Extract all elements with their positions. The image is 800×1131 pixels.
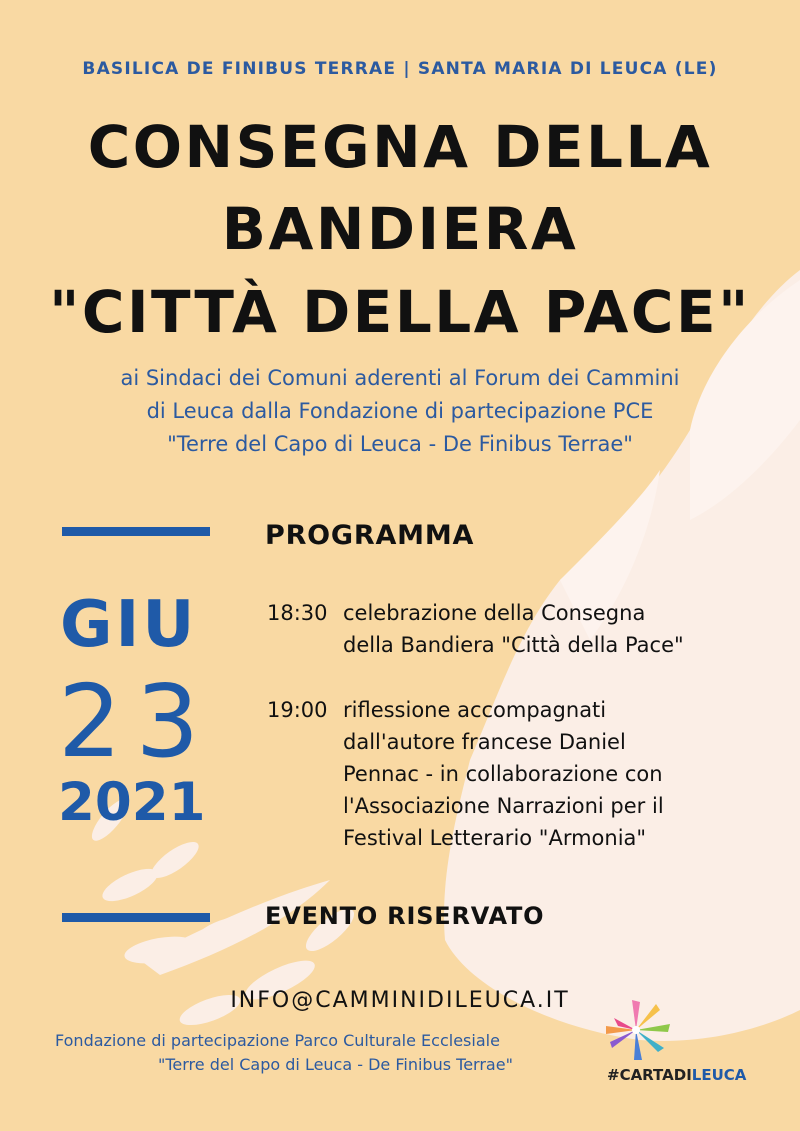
contact-email[interactable]: INFO@CAMMINIDILEUCA.IT (230, 988, 570, 1013)
program-item-text: della Bandiera "Città della Pace" (343, 633, 684, 657)
divider-bar-top (62, 527, 210, 536)
subtitle-line-3: "Terre del Capo di Leuca - De Finibus Terrae" (167, 432, 633, 456)
date-day (58, 663, 218, 780)
hashtag-part-2: LEUCA (691, 1066, 747, 1084)
footer-line-2: "Terre del Capo di Leuca - De Finibus Terrae" (158, 1055, 513, 1074)
program-item-time: 19:00 (267, 698, 328, 722)
program-item-text: Festival Letterario "Armonia" (343, 826, 647, 850)
date-year: 2021 (58, 772, 206, 833)
subtitle-line-1: ai Sindaci dei Comuni aderenti al Forum dei Cammini (120, 366, 680, 390)
program-item-text: riflessione accompagnati (343, 698, 607, 722)
program-item-text: Pennac - in collaborazione con (343, 762, 663, 786)
brand-hashtag (607, 1066, 746, 1084)
date-month: GIU (60, 588, 198, 662)
date-day-text: 23 (58, 663, 214, 780)
program-item-text: dall'autore francese Daniel (343, 730, 626, 754)
title-line-2: BANDIERA (221, 195, 579, 263)
title-line-3: "CITTÀ DELLA PACE" (49, 278, 751, 346)
carta-di-leuca-logo-icon (596, 990, 726, 1065)
program-item-text: l'Associazione Narrazioni per il (343, 794, 664, 818)
footer-line-1: Fondazione di partecipazione Parco Culturale Ecclesiale (55, 1031, 500, 1050)
event-notice: EVENTO RISERVATO (265, 902, 545, 930)
hashtag-part-1: #CARTADI (607, 1066, 692, 1084)
program-item-time: 18:30 (267, 601, 328, 625)
program-item-text: celebrazione della Consegna (343, 601, 646, 625)
title-line-1: CONSEGNA DELLA (87, 113, 713, 181)
program-heading: PROGRAMMA (265, 520, 475, 551)
venue-line: BASILICA DE FINIBUS TERRAE | SANTA MARIA DI LEUCA (LE) (82, 59, 718, 79)
subtitle-line-2: di Leuca dalla Fondazione di partecipazione PCE (146, 399, 654, 423)
divider-bar-bottom (62, 913, 210, 922)
